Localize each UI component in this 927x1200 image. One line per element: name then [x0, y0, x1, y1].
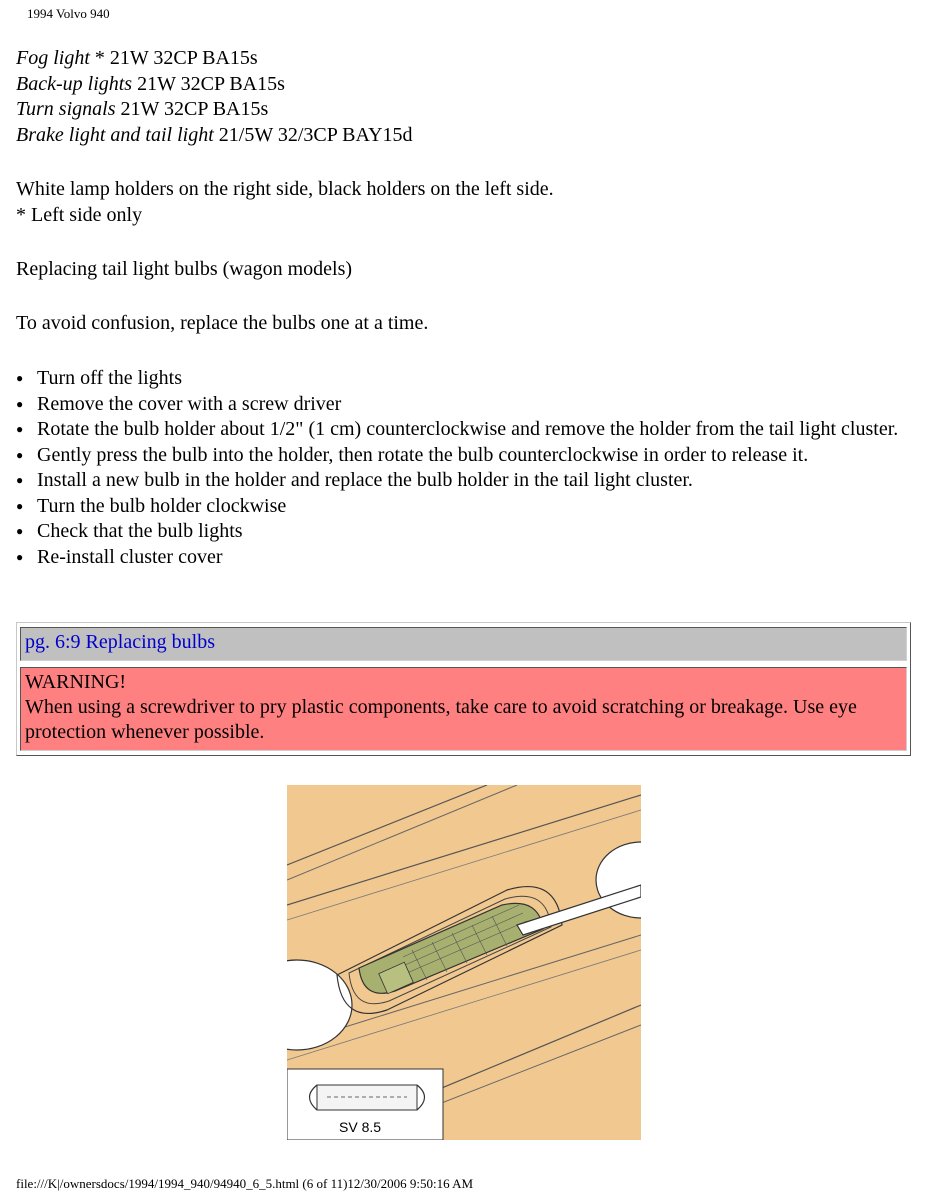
- section-title: Replacing tail light bulbs (wagon models): [16, 258, 353, 280]
- bulb-type-label: SV 8.5: [339, 1119, 382, 1135]
- bulb-spec-fog-light: [16, 46, 413, 72]
- bullet-icon: ●: [16, 524, 24, 538]
- bulb-spec-list: [16, 46, 413, 148]
- bullet-icon: ●: [16, 447, 24, 462]
- bulb-spec-back-up-lights: [16, 72, 413, 98]
- list-item: [16, 468, 906, 494]
- warning-title: WARNING!: [25, 671, 127, 693]
- instruction-steps: [16, 366, 906, 570]
- bulb-spec-name: Back-up lights: [16, 72, 133, 95]
- bulb-spec-name: Brake light and tail light: [16, 123, 214, 146]
- list-item: [16, 417, 906, 443]
- bulb-spec-brake-tail-light: [16, 123, 413, 149]
- step-text: Gently press the bulb into the holder, then rotate the bulb counterclockwise in order to release it.: [37, 443, 809, 466]
- list-item: [16, 545, 906, 571]
- step-text: Check that the bulb lights: [37, 520, 243, 542]
- step-text: Re-install cluster cover: [37, 545, 223, 568]
- list-item: [16, 443, 906, 469]
- warning-box: [20, 667, 907, 751]
- step-text: Turn the bulb holder clockwise: [37, 494, 287, 517]
- list-item: [16, 366, 906, 392]
- nav-cell: [20, 627, 907, 661]
- bullet-icon: ●: [16, 498, 24, 513]
- step-text: Remove the cover with a screw driver: [37, 392, 342, 415]
- bulb-spec-value: * 21W 32CP BA15s: [89, 47, 258, 69]
- list-item: [16, 392, 906, 418]
- replacing-bulbs-link[interactable]: pg. 6:9 Replacing bulbs: [25, 631, 215, 653]
- bullet-icon: ●: [16, 422, 24, 436]
- holder-notes: [16, 177, 554, 228]
- bulb-spec-name: Fog light: [16, 47, 90, 69]
- bulb-spec-name: Turn signals: [16, 98, 116, 120]
- intro-paragraph: To avoid confusion, replace the bulbs one at a time.: [16, 312, 429, 334]
- footer-path: file:///K|/ownersdocs/1994/1994_940/94940_6_5.html (6 of 11)12/30/2006 9:50:16 AM: [16, 1176, 474, 1191]
- left-side-only-note: * Left side only: [16, 203, 143, 226]
- bulb-spec-value: 21W 32CP BA15s: [132, 72, 285, 95]
- bullet-icon: ●: [16, 396, 24, 411]
- bulb-spec-turn-signals: [16, 97, 413, 123]
- bullet-icon: ●: [16, 549, 24, 564]
- bulb-spec-value: 21W 32CP BA15s: [115, 98, 269, 120]
- step-text: Turn off the lights: [37, 367, 183, 389]
- document-header: 1994 Volvo 940: [27, 6, 110, 21]
- info-table: [16, 622, 911, 756]
- list-item: [16, 494, 906, 520]
- festoon-bulb-icon: [317, 1085, 417, 1110]
- step-text: Install a new bulb in the holder and replace the bulb holder in the tail light cluster.: [37, 469, 693, 491]
- bullet-icon: ●: [16, 371, 24, 385]
- step-text: Rotate the bulb holder about 1/2" (1 cm) counterclockwise and remove the holder from the tail light cluster.: [37, 418, 899, 440]
- tail-light-illustration: [287, 785, 641, 1140]
- list-item: [16, 519, 906, 545]
- warning-text: When using a screwdriver to pry plastic components, take care to avoid scratching or breakage. Use eye protection whenever possible.: [25, 696, 857, 743]
- bulb-spec-value: 21/5W 32/3CP BAY15d: [213, 123, 413, 146]
- holder-color-note: White lamp holders on the right side, black holders on the left side.: [16, 178, 554, 200]
- bullet-icon: ●: [16, 473, 24, 487]
